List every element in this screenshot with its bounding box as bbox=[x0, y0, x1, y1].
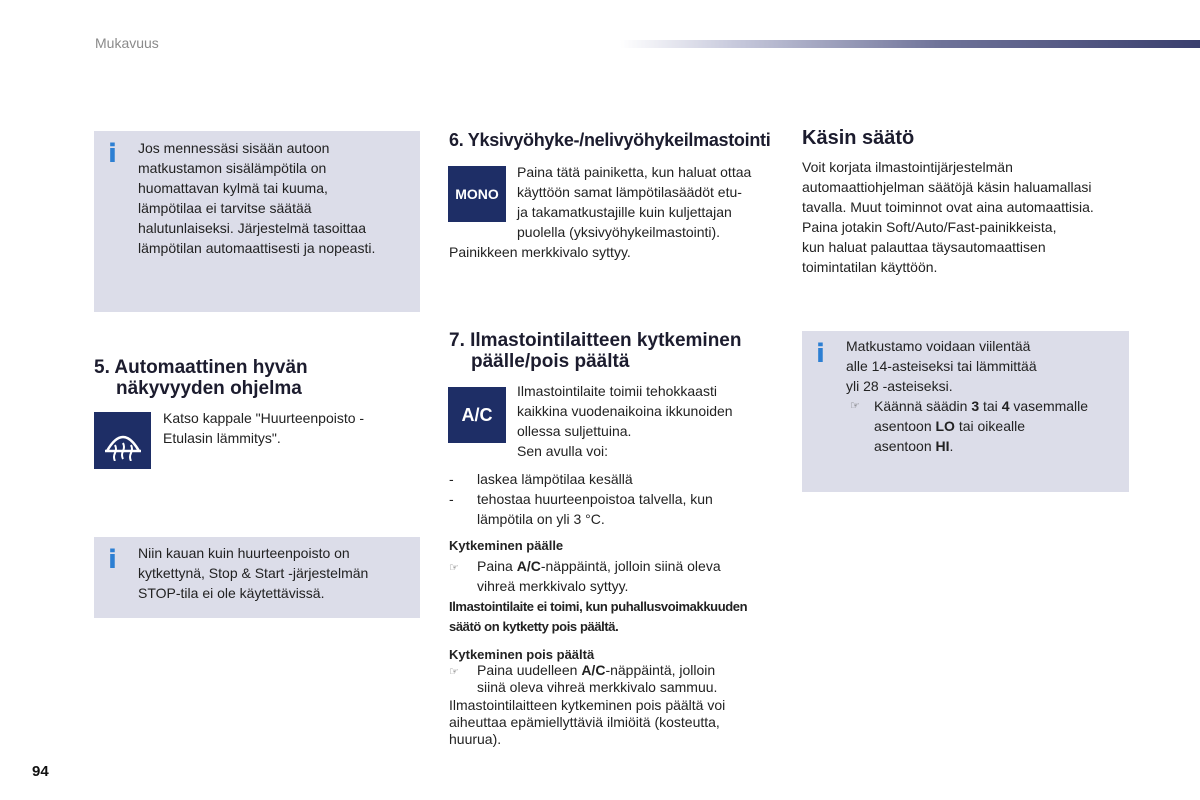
section-7-intro: Ilmastointilaite toimii tehokkaasti kaikkina vuodenaikoina ikkunoiden ollessa suljettuina. Sen avulla voi: bbox=[517, 383, 733, 459]
info-box-text: Matkustamo voidaan viilentää alle 14-asteiseksi tai lämmittää yli 28 -asteiseksi. ☞ Käännä säädin 3 tai 4 vasemmalle asentoon LO tai oikealle asentoon HI. bbox=[846, 338, 1089, 454]
section-6-text: Paina tätä painiketta, kun haluat ottaa käyttöön samat lämpötilasäädöt etu- ja takamatkustajille kuin kuljettajan puolella (yksivyöhykeilmastointi). bbox=[517, 164, 752, 240]
info-box-text: Jos mennessäsi sisään autoon matkustamon sisälämpötila on huomattavan kylmä tai kuuma, lämpötilaa ei tarvitse säätää halutunlaiseksi. Järjestelmä tasoittaa lämpötilan automaattisesti ja nopeasti. bbox=[138, 140, 376, 256]
mono-button-label: MONO bbox=[455, 186, 499, 202]
section-5-text: Katso kappale "Huurteenpoisto - Etulasin lämmitys". bbox=[163, 410, 365, 446]
section-5-title: 5. Automaattinen hyvän näkyvyyden ohjelma bbox=[94, 357, 308, 399]
defrost-button-image bbox=[94, 412, 151, 469]
header-gradient-bar bbox=[620, 40, 1200, 48]
ac-button-image bbox=[448, 387, 506, 443]
ac-button-label: A/C bbox=[461, 404, 493, 425]
switch-on-step: ☞ Paina A/C-näppäintä, jolloin siinä oleva vihreä merkkivalo syttyy. bbox=[449, 558, 721, 594]
section-title: Mukavuus bbox=[95, 35, 159, 51]
pointer-icon: ☞ bbox=[850, 400, 860, 412]
section-6-after-text: Painikkeen merkkivalo syttyy. bbox=[449, 244, 631, 260]
list-item: ☞ Käännä säädin 3 tai 4 vasemmalle bbox=[850, 398, 1089, 414]
page-number: 94 bbox=[32, 763, 49, 780]
info-icon: i bbox=[816, 339, 825, 369]
pointer-icon: ☞ bbox=[449, 562, 459, 574]
info-box-stop-start bbox=[94, 537, 420, 618]
info-box-temperature-range bbox=[802, 331, 1129, 492]
manual-text: Voit korjata ilmastointijärjestelmän automaattiohjelman säätöjä käsin haluamallasi tavalla. Muut toiminnot ovat aina automaattisia. Paina jotakin Soft/Auto/Fast-painikkeista, kun haluat palauttaa täysautomaattisen toimintatilan käyttöön. bbox=[802, 159, 1094, 275]
windscreen-defrost-icon bbox=[101, 421, 145, 461]
switch-off-title: Kytkeminen pois päältä bbox=[449, 647, 595, 662]
pointer-icon: ☞ bbox=[449, 666, 459, 678]
manual-title: Käsin säätö bbox=[802, 127, 915, 149]
info-icon: i bbox=[108, 139, 117, 169]
info-icon: i bbox=[108, 545, 117, 575]
mono-button-image bbox=[448, 166, 506, 222]
section-6-title: 6. Yksivyöhyke-/nelivyöhykeilmastointi bbox=[449, 130, 771, 150]
section-7-title: 7. Ilmastointilaitteen kytkeminen päälle/pois päältä bbox=[449, 330, 742, 372]
warning-text: Ilmastointilaite ei toimi, kun puhallusvoimakkuuden säätö on kytketty pois päältä. bbox=[449, 599, 748, 634]
switch-on-title: Kytkeminen päälle bbox=[449, 538, 564, 553]
info-box-temperature bbox=[94, 131, 420, 312]
info-box-text: Niin kauan kuin huurteenpoisto on kytkettynä, Stop & Start -järjestelmän STOP-tila ei ole käytettävissä. bbox=[138, 545, 369, 601]
switch-off-step: ☞ Paina uudelleen A/C-näppäintä, jolloin siinä oleva vihreä merkkivalo sammuu. bbox=[449, 662, 718, 695]
switch-off-note: Ilmastointilaitteen kytkeminen pois päältä voi aiheuttaa epämiellyttäviä ilmiöitä (kosteutta, huurua). bbox=[449, 697, 726, 747]
